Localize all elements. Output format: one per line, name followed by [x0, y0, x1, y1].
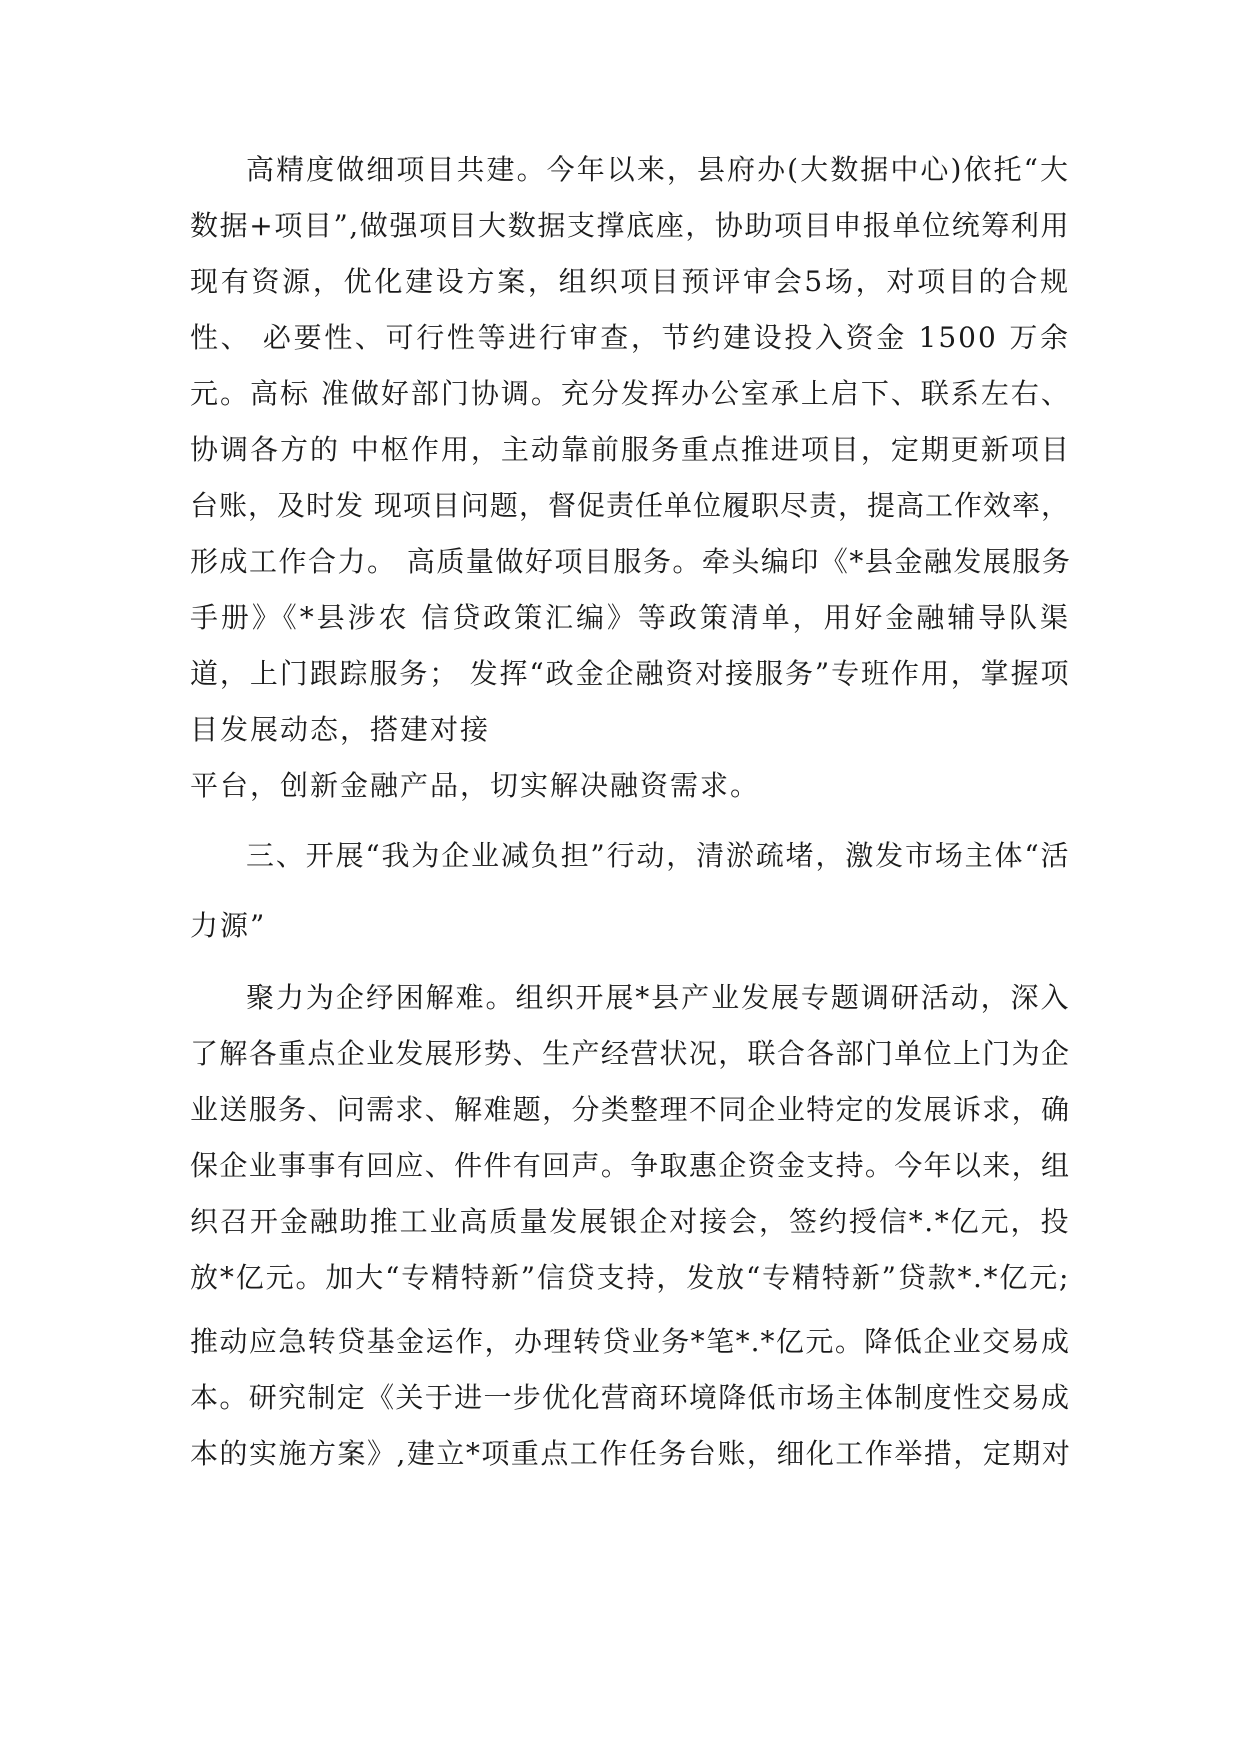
body-line-1: 高精度做细项目共建。今年以来，县府办(大数据中心)依托“大	[246, 153, 1070, 186]
body-line-6: 协调各方的 中枢作用，主动靠前服务重点推进项目，定期更新项目	[190, 433, 1071, 466]
section-heading-line-1: 三、开展“我为企业减负担”行动，清淤疏堵，激发市场主体“活	[246, 839, 1070, 872]
body-line-5: 元。高标 准做好部门协调。充分发挥办公室承上启下、联系左右、	[190, 377, 1071, 410]
body-line-8: 形成工作合力。 高质量做好项目服务。牵头编印《*县金融发展服务	[190, 545, 1072, 578]
body-line-9: 手册》《*县涉农 信贷政策汇编》等政策清单，用好金融辅导队渠	[190, 601, 1070, 634]
body-line-18: 放*亿元。加大“专精特新”信贷支持，发放“专精特新”贷款*.*亿元;	[190, 1261, 1070, 1294]
body-line-17: 织召开金融助推工业高质量发展银企对接会，签约授信*.*亿元，投	[190, 1205, 1070, 1238]
body-line-20: 本。研究制定《关于进一步优化营商环境降低市场主体制度性交易成	[190, 1381, 1070, 1414]
body-line-10: 道，上门跟踪服务； 发挥“政金企融资对接服务”专班作用，掌握项	[190, 657, 1070, 690]
body-line-7: 台账，及时发 现项目问题，督促责任单位履职尽责，提高工作效率，	[190, 489, 1070, 522]
body-line-3: 现有资源，优化建设方案，组织项目预评审会5场，对项目的合规	[190, 265, 1070, 298]
body-line-12: 平台，创新金融产品，切实解决融资需求。	[190, 769, 761, 802]
body-line-21: 本的实施方案》,建立*项重点工作任务台账，细化工作举措，定期对	[190, 1437, 1072, 1470]
body-line-19: 推动应急转贷基金运作，办理转贷业务*笔*.*亿元。降低企业交易成	[190, 1325, 1070, 1358]
section-heading-line-2: 力源”	[190, 909, 267, 942]
body-line-15: 业送服务、问需求、解难题，分类整理不同企业特定的发展诉求，确	[190, 1093, 1070, 1126]
body-line-11: 目发展动态，搭建对接	[190, 713, 491, 746]
body-line-4: 性、 必要性、可行性等进行审查，节约建设投入资金 1500 万余	[190, 321, 1070, 354]
body-line-14: 了解各重点企业发展形势、生产经营状况，联合各部门单位上门为企	[190, 1037, 1070, 1070]
body-line-2: 数据+项目”,做强项目大数据支撑底座，协助项目申报单位统筹利用	[190, 209, 1070, 242]
body-line-13: 聚力为企纾困解难。组织开展*县产业发展专题调研活动，深入	[246, 981, 1070, 1014]
body-line-16: 保企业事事有回应、件件有回声。争取惠企资金支持。今年以来，组	[190, 1149, 1070, 1182]
